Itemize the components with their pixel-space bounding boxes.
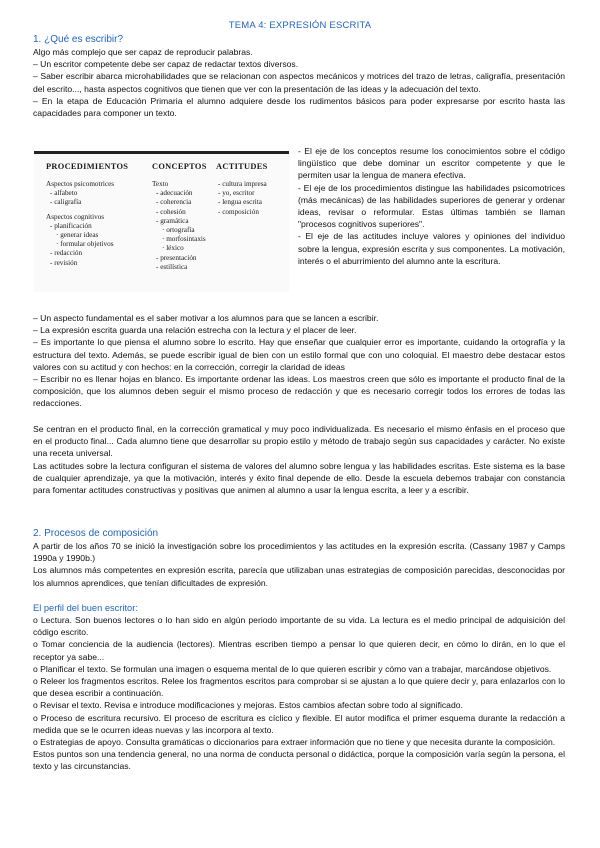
paragraph: Las actitudes sobre la lectura configuran el sistema de valores del alumno sobre lengua y las habilidades escritas. Este sistema es la base de cualquier aprendizaje, ya que la motivación, interés y éxito final depende de ello. Desde la escuela debemos trabajar con constancia para fomentar actitudes constructivas y positivas que animen al alumno a usar la lengua escrita, a leer y a escribir. — [33, 460, 565, 496]
figure-item: - caligrafía — [50, 198, 82, 207]
writing-skills-figure — [34, 151, 289, 292]
figure-column-title: ACTITUDES — [216, 162, 268, 171]
figure-column-conceptos — [152, 180, 206, 272]
paragraph: – Escribir no es llenar hojas en blanco. Es importante ordenar las ideas. Los maestros creen que sólo es importante el producto final de la composición, que los alumnos deben seguir el mismo proceso de redacción y que es necesario corregir todos los errores de todas las redacciones. — [33, 374, 565, 409]
figure-column-title: CONCEPTOS — [152, 162, 207, 171]
figure-item: - adecuación — [156, 189, 193, 198]
figure-item: · morfosintaxis — [162, 235, 206, 244]
paragraph: – Un escritor competente debe ser capaz de redactar textos diversos. — [33, 59, 299, 70]
figure-item: · formular objetivos — [56, 240, 114, 249]
figure-item: - composición — [218, 207, 259, 216]
figure-column-actitudes — [218, 180, 267, 217]
figure-item: - lengua escrita — [218, 198, 262, 207]
section-heading: El perfil del buen escritor: — [33, 603, 138, 613]
paragraph: – Un aspecto fundamental es el saber motivar a los alumnos para que se lancen a escribir. — [33, 313, 379, 323]
paragraph: – En la etapa de Educación Primaria el alumno adquiere desde los rudimentos básicos para poder expresarse por escrito hasta las capacidades para componer un texto. — [33, 95, 565, 119]
figure-item: · generar ideas — [56, 231, 99, 240]
figure-item: - redacción — [50, 249, 83, 258]
paragraph: - El eje de los conceptos resume los conocimientos sobre el código lingüístico que debe dominar un escritor competente y que le permiten usar la lengua de manera efectiva. — [298, 146, 565, 181]
figure-column-title: PROCEDIMIENTOS — [46, 162, 129, 171]
paragraph: – Es importante lo que piensa el alumno sobre lo escrito. Hay que enseñar que cualquier error es importante, cuidando la ortografía y la estructura del texto. Además, se puede escribir igual de bien con un estilo formal que con uno coloquial. El maestro debe destacar estos valores con su actitud y con hechos: en la corrección, corregir la claridad de ideas — [33, 337, 565, 372]
list-item: o Tomar conciencia de la audiencia (lectores). Mientras escriben tiempo a pensar lo que quieren decir, en cómo lo dirán, en lo que el receptor ya sabe... — [33, 639, 565, 662]
figure-item: - alfabeto — [50, 189, 78, 198]
figure-item: - presentación — [156, 253, 197, 262]
figure-item: - cultura impresa — [218, 180, 267, 188]
figure-item: · léxico — [162, 244, 184, 253]
figure-item: Aspectos psicomotrices — [46, 180, 115, 188]
figure-item: - cohesión — [156, 207, 186, 216]
section-composition-processes — [33, 528, 565, 589]
figure-explanation — [298, 145, 565, 267]
motivation-points — [33, 312, 565, 410]
section-good-writer-profile — [33, 602, 565, 773]
section-heading: 2. Procesos de composición — [33, 528, 159, 539]
list-item: o Estrategias de apoyo. Consulta gramáticas o diccionarios para extraer información que no tiene y que necesita durante la composición. — [33, 737, 556, 748]
figure-item: - planificación — [50, 221, 92, 230]
list-item: o Proceso de escritura recursivo. El proceso de escritura es cíclico y flexible. El autor modifica el primer esquema durante la redacción a medida que se le ocurren ideas nuevas y las incorpora al texto. — [33, 712, 565, 735]
figure-item: - revisión — [50, 258, 78, 267]
figure-item: - coherencia — [156, 198, 192, 207]
section-what-is-writing — [33, 34, 565, 119]
figure-item: - estilística — [156, 262, 188, 271]
list-item: o Revisar el texto. Revisa e introduce modificaciones y mejoras. Estos cambios afectan sobre todo al significado. — [33, 700, 463, 711]
figure-item: Texto — [152, 180, 169, 188]
paragraph: Los alumnos más competentes en expresión escrita, parecía que utilizaban unas estrategias de composición parecidas, desconocidas por los alumnos aprendices, que tenían dificultades de expresión. — [33, 565, 565, 588]
page-title: TEMA 4: EXPRESIÓN ESCRITA — [228, 20, 372, 31]
paragraph: A partir de los años 70 se inició la investigación sobre los procedimientos y las actitudes en la expresión escrita. (Cassany 1987 y Camps 1990a y 1990b.) — [33, 541, 565, 564]
section-heading: 1. ¿Qué es escribir? — [33, 34, 124, 45]
figure-item: - gramática — [156, 216, 189, 225]
paragraph: Estos puntos son una tendencia general, no una norma de conducta personal o didáctica, porque la composición varía según la persona, el texto y las circunstancias. — [33, 749, 565, 772]
product-and-attitudes — [33, 423, 565, 496]
figure-item: - yo, escritor — [218, 189, 255, 198]
paragraph: Algo más complejo que ser capaz de reproducir palabras. — [33, 47, 253, 57]
list-item: o Releer los fragmentos escritos. Relee los fragmentos escritos para comprobar si se ajustan a lo que quiere decir y, para enlazarlos con lo que desea escribir a continuación. — [33, 676, 565, 699]
paragraph: - El eje de los procedimientos distingue las habilidades psicomotrices (más mecánicas) de las habilidades superiores de generar y ordenar ideas, revisar o reformular. Estas últimas también se llaman "procesos cognitivos superiores". — [298, 182, 565, 230]
figure-item: · ortografía — [162, 226, 195, 235]
paragraph: Se centran en el producto final, en la corrección gramatical y muy poco individualizada. Es necesario el mismo énfasis en el proceso que en el producto final... Cada alumno tiene que desarrollar su propio estilo y método de trabajo según sus capacidades y carácter. No existe una receta universal. — [33, 424, 565, 459]
list-item: o Lectura. Son buenos lectores o lo han sido en algún periodo importante de su vida. La lectura es el medio principal de adquisición del código escrito. — [33, 615, 565, 638]
paragraph: - El eje de las actitudes incluye valores y opiniones del individuo sobre la lengua, expresión escrita y sus componentes. La motivación, interés o el aburrimiento del alumno ante la escritura. — [298, 231, 565, 266]
figure-item: Aspectos cognitivos — [46, 212, 105, 221]
list-item: o Planificar el texto. Se formulan una imagen o esquema mental de lo que quieren escribir y cómo van a trabajar, marcándose objetivos. — [33, 663, 552, 674]
paragraph: – Saber escribir abarca microhabilidades que se relacionan con aspectos mecánicos y motrices del trazo de letras, caligrafía, presentación del escrito..., hasta aspectos cognitivos que tienen que ver con la presentación de las ideas y la adecuación del texto. — [33, 71, 565, 94]
figure-column-procedimientos — [46, 180, 114, 268]
paragraph: – La expresión escrita guarda una relación estrecha con la lectura y el placer de leer. — [33, 325, 357, 336]
